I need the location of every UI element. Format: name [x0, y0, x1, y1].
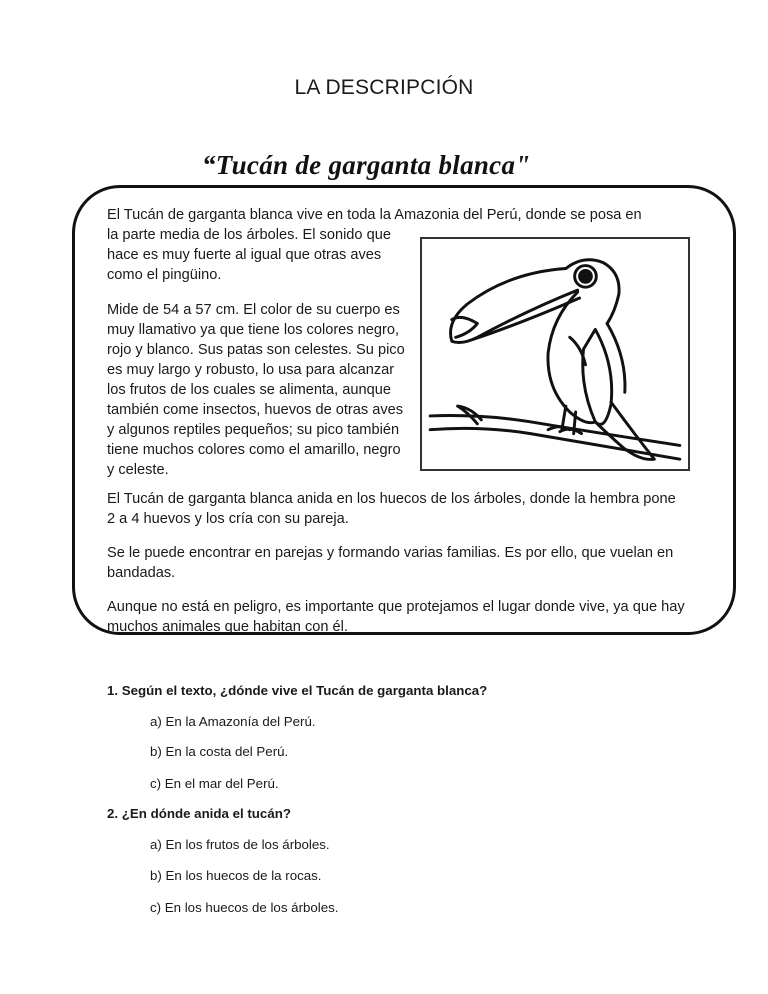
- toucan-wing-drawing: [583, 329, 612, 424]
- paragraph-1-line-1: El Tucán de garganta blanca vive en toda la Amazonia del Perú, donde se posa en: [107, 207, 642, 223]
- toucan-illustration: [420, 237, 690, 471]
- question-1-option-a: a) En la Amazonía del Perú.: [150, 714, 316, 729]
- paragraph-2: Mide de 54 a 57 cm. El color de su cuerpo es muy llamativo ya que tiene los colores negro, rojo y blanco. Sus patas son celestes. Su pico es muy largo y robusto, lo usa para alcanzar los frutos de los cuales se alimenta, aunque también come insectos, huevos de otras aves y algunos reptiles pequeños; su pico también tiene muchos colores como el amarillo, negro y celeste.: [107, 302, 405, 478]
- question-2-option-a: a) En los frutos de los árboles.: [150, 837, 330, 852]
- page-title: LA DESCRIPCIÓN: [294, 76, 474, 99]
- question-1-option-b: b) En la costa del Perú.: [150, 744, 289, 759]
- paragraph-5: Aunque no está en peligro, es importante que protejamos el lugar donde vive, ya que hay muchos animales que habitan con él.: [107, 599, 685, 635]
- question-1: 1. Según el texto, ¿dónde vive el Tucán de garganta blanca?: [107, 683, 488, 698]
- paragraph-1-rest: la parte media de los árboles. El sonido que hace es muy fuerte al igual que otras aves como el pingüino.: [107, 227, 391, 283]
- question-2: 2. ¿En dónde anida el tucán?: [107, 806, 291, 821]
- question-1-option-c: c) En el mar del Perú.: [150, 776, 279, 791]
- question-2-option-b: b) En los huecos de la rocas.: [150, 868, 322, 883]
- reading-subtitle: “Tucán de garganta blanca": [202, 150, 531, 180]
- paragraph-3: El Tucán de garganta blanca anida en los huecos de los árboles, donde la hembra pone 2 a 4 huevos y los cría con su pareja.: [107, 491, 676, 527]
- paragraph-4: Se le puede encontrar en parejas y formando varias familias. Es por ello, que vuelan en bandadas.: [107, 545, 674, 581]
- question-2-option-c: c) En los huecos de los árboles.: [150, 900, 339, 915]
- toucan-eye-drawing: [580, 270, 592, 282]
- branch-drawing: [430, 416, 680, 446]
